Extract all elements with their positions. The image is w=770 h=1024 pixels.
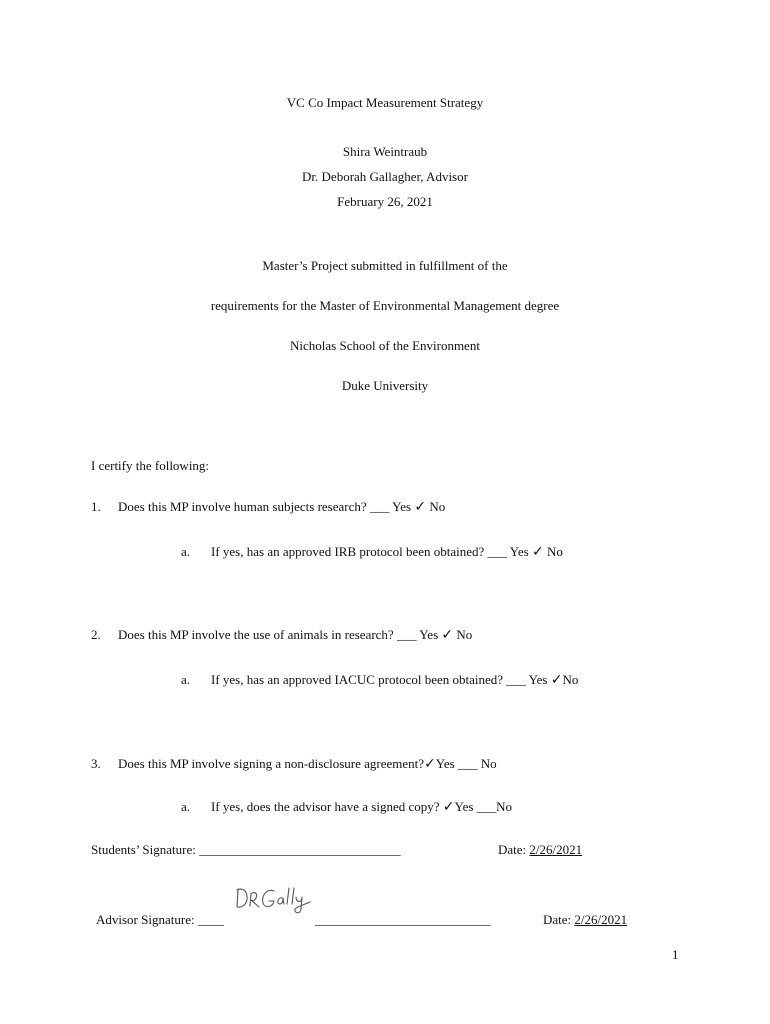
question-1-number: 1.: [91, 499, 101, 514]
question-2a: [211, 672, 578, 688]
advisor-date-value: 2/26/2021: [574, 912, 628, 927]
question-2-text: Does this MP involve the use of animals in research? ___ Yes: [118, 627, 439, 642]
certify-heading: I certify the following:: [91, 458, 210, 473]
question-3a-text: If yes, does the advisor have a signed copy?: [211, 799, 440, 814]
submission-line-2: requirements for the Master of Environmental Management degree: [210, 298, 560, 313]
student-date-label: Date:: [498, 842, 530, 857]
document-title: VC Co Impact Measurement Strategy: [286, 95, 484, 110]
question-3-number: 3.: [91, 756, 101, 771]
question-2a-text: If yes, has an approved IACUC protocol been obtained? ___ Yes: [211, 672, 548, 687]
submission-line-1: Master’s Project submitted in fulfillment of the: [262, 258, 508, 273]
question-1-text: Does this MP involve human subjects research? ___ Yes: [118, 499, 412, 514]
check-icon: ✓: [424, 756, 436, 772]
question-3a-tail: Yes ___No: [454, 799, 513, 814]
handwritten-signature: [232, 882, 312, 918]
advisor-signature-label: Advisor Signature: ____: [96, 912, 224, 927]
question-3: [118, 756, 497, 772]
question-2a-tail: No: [562, 672, 579, 687]
question-1a-tail: No: [543, 544, 563, 559]
question-3-tail: Yes ___ No: [435, 756, 497, 771]
student-date: [498, 842, 582, 858]
question-1a: [211, 544, 563, 560]
page-number: 1: [672, 947, 679, 962]
question-1-tail: No: [426, 499, 446, 514]
question-2-tail: No: [453, 627, 473, 642]
question-1: [118, 499, 445, 515]
check-icon: ✓: [442, 799, 455, 815]
question-3a: [211, 799, 512, 815]
question-2a-number: a.: [181, 672, 191, 687]
school-name: Nicholas School of the Environment: [290, 338, 480, 353]
university-name: Duke University: [341, 378, 429, 393]
student-signature-line: Students’ Signature: _______________________________: [91, 842, 401, 857]
question-2: [118, 627, 472, 643]
question-2-number: 2.: [91, 627, 101, 642]
check-icon: ✓: [441, 627, 454, 643]
question-3a-number: a.: [181, 799, 191, 814]
question-3-text: Does this MP involve signing a non-disclosure agreement?: [118, 756, 425, 771]
check-icon: ✓: [550, 672, 563, 688]
advisor-signature-line: ___________________________: [315, 912, 491, 927]
document-date: February 26, 2021: [337, 194, 433, 209]
advisor-date: [543, 912, 627, 928]
advisor-name: Dr. Deborah Gallagher, Advisor: [302, 169, 468, 184]
question-1a-text: If yes, has an approved IRB protocol been obtained? ___ Yes: [211, 544, 529, 559]
check-icon: ✓: [531, 544, 544, 560]
advisor-date-label: Date:: [543, 912, 575, 927]
author-name: Shira Weintraub: [342, 144, 428, 159]
student-date-value: 2/26/2021: [529, 842, 583, 857]
check-icon: ✓: [414, 499, 427, 515]
question-1a-number: a.: [181, 544, 191, 559]
